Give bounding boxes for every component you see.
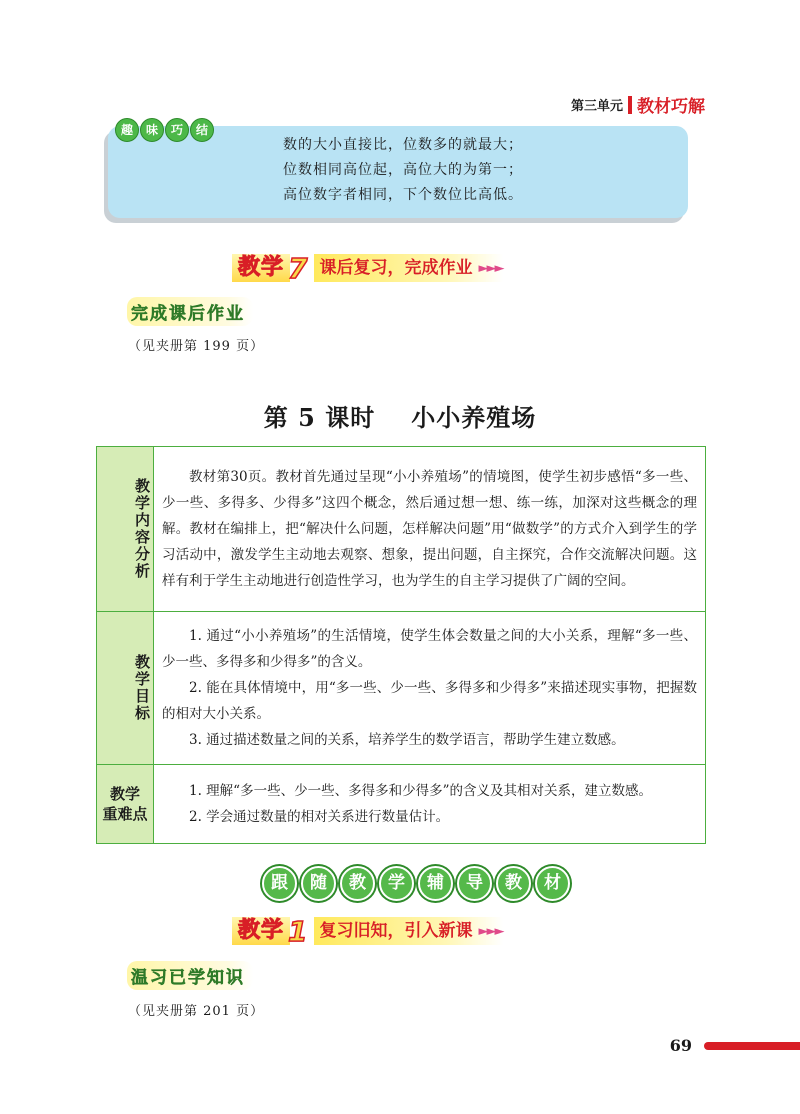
rhyme-line: 位数相同高位起，高位大的为第一； — [283, 162, 523, 178]
table-row — [97, 765, 706, 844]
fun-tag-char: 趣 — [115, 118, 139, 142]
lesson-title — [0, 398, 800, 433]
rhyme-line: 数的大小直接比，位数多的就最大； — [283, 137, 523, 153]
table-row — [97, 612, 706, 765]
lesson-plan-table — [96, 446, 706, 844]
arrows-icon: ►►► — [478, 260, 503, 276]
follow-char: 跟 — [262, 866, 297, 901]
step-title: 复习旧知，引入新课 — [314, 917, 503, 945]
follow-char: 教 — [496, 866, 531, 901]
lesson-name: 小小养殖场 — [411, 403, 537, 432]
follow-char: 随 — [301, 866, 336, 901]
difficulty-item: 2. 学会通过数量的相对关系进行数量估计。 — [189, 809, 450, 825]
goal-item: 3. 通过描述数量之间的关系，培养学生的数学语言，帮助学生建立数感。 — [189, 732, 625, 748]
goals-body — [154, 612, 706, 765]
page-bar-decoration — [704, 1042, 800, 1050]
follow-char: 辅 — [418, 866, 453, 901]
step-label: 教学 — [232, 917, 290, 945]
running-header — [571, 92, 705, 117]
follow-char: 导 — [457, 866, 492, 901]
review-reference: （见夹册第 201 页） — [128, 1004, 265, 1019]
lesson-number: 第 5 课时 — [263, 403, 376, 432]
step7-banner — [232, 251, 503, 285]
goal-item: 1. 通过“小小养殖场”的生活情境，使学生体会数量之间的大小关系，理解“多一些、少一些、多得多和少得多”的含义。 — [162, 628, 697, 670]
follow-textbook-banner — [262, 866, 570, 901]
difficulty-item: 1. 理解“多一些、少一些、多得多和少得多”的含义及其相对关系，建立数感。 — [189, 783, 652, 799]
goals-header-cell — [97, 612, 154, 765]
analysis-text: 教材第30页。教材首先通过呈现“小小养殖场”的情境图，使学生初步感悟“多一些、少一些、多得多、少得多”这四个概念，然后通过想一想、练一练，加深对这些概念的理解。教材在编排上，把“解决什么问题，怎样解决问题”用“做数学”的方式介入到学生的学习活动中，激发学生主动地去观察、想象，提出问题，自主探究，合作交流解决问题。这样有利于学生主动地进行创造性学习，也为学生的自主学习提供了广阔的空间。 — [162, 469, 697, 589]
follow-char: 材 — [535, 866, 570, 901]
difficulties-body — [154, 765, 706, 844]
difficulties-header-cell — [97, 765, 154, 844]
analysis-header-cell — [97, 447, 154, 612]
homework-reference: （见夹册第 199 页） — [128, 339, 265, 354]
step-title: 课后复习，完成作业 — [314, 254, 503, 282]
follow-char: 教 — [340, 866, 375, 901]
goal-item: 2. 能在具体情境中，用“多一些、少一些、多得多和少得多”来描述现实事物，把握数的相对大小关系。 — [162, 680, 697, 722]
step-number: 1 — [288, 914, 308, 948]
difficulties-header-line: 重难点 — [102, 805, 148, 823]
unit-label: 第三单元 — [570, 99, 623, 114]
analysis-header: 教学内容分析 — [133, 478, 151, 580]
fun-tag-char: 巧 — [165, 118, 189, 142]
table-row — [97, 447, 706, 612]
section-label: 教材巧解 — [637, 97, 705, 117]
fun-summary-text — [283, 133, 523, 208]
follow-char: 学 — [379, 866, 414, 901]
step-label: 教学 — [232, 254, 290, 282]
step1-banner — [232, 914, 503, 948]
goals-header: 教学目标 — [133, 654, 151, 722]
page-number: 69 — [669, 1036, 692, 1055]
header-divider — [628, 96, 632, 114]
step-number: 7 — [288, 251, 308, 285]
fun-tag-char: 结 — [190, 118, 214, 142]
homework-heading: 完成课后作业 — [127, 297, 253, 326]
rhyme-line: 高位数字者相同，下个数位比高低。 — [283, 187, 523, 203]
fun-summary-tag — [115, 118, 214, 142]
review-heading: 温习已学知识 — [127, 961, 253, 990]
arrows-icon: ►►► — [478, 923, 503, 939]
fun-tag-char: 味 — [140, 118, 164, 142]
difficulties-header-line: 教学 — [109, 785, 140, 803]
analysis-body — [154, 447, 706, 612]
